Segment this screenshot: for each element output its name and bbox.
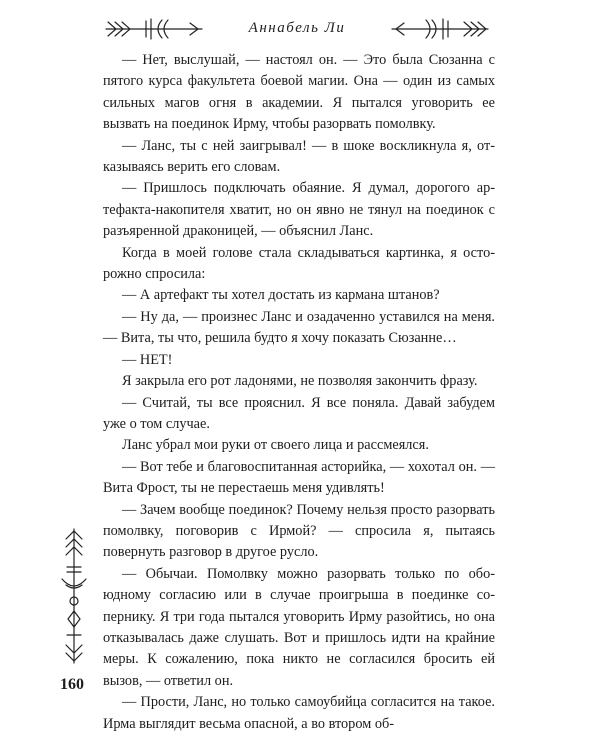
- paragraph: — Пришлось подключать обаяние. Я думал, дорогого артефакта-накопителя хватит, но он явно не тянул на поединок с разъяренной драконицей, — объяснил Ланс.: [103, 180, 495, 240]
- paragraph: — Нет, выслушай, — настоял он. — Это была Сюзанна с пятого курса факультета боевой магии. Она — один из самых сильных магов огня в академии. Я пытался уговорить ее вызвать на поединок Ирму, чтобы разорвать помолвку.: [103, 52, 495, 133]
- paragraph: — Ну да, — произнес Ланс и озадаченно уставился на меня. — Вита, ты что, решила будто я хочу показать Сюзанне…: [103, 308, 495, 347]
- paragraph: — А артефакт ты хотел достать из кармана штанов?: [122, 287, 440, 304]
- paragraph: Ланс убрал мои руки от своего лица и рассмеялся.: [122, 437, 429, 454]
- page-body-text: [103, 50, 495, 735]
- right-arrow-ornament-icon: [390, 14, 490, 44]
- side-arrow-moon-ornament-icon: [56, 527, 92, 665]
- page-number: 160: [60, 676, 84, 693]
- paragraph: — НЕТ!: [122, 351, 173, 368]
- paragraph: — Ланс, ты с ней заигрывал! — в шоке воскликнула я, отказываясь верить его словам.: [103, 137, 495, 176]
- running-header: [104, 14, 490, 44]
- paragraph: Когда в моей голове стала складываться картинка, я осторожно спросила:: [103, 244, 495, 283]
- paragraph: — Считай, ты все прояснил. Я все поняла. Давай забудем уже о том случае.: [103, 394, 495, 432]
- paragraph: — Зачем вообще поединок? Почему нельзя просто разорвать помолвку, поговорив с Ирмой? — спросила я, пытаясь повернуть разговор в другое русло.: [103, 501, 495, 561]
- paragraph: — Обычаи. Помолвку можно разорвать только по обоюдному согласию или в случае проигрыша в поединке сопернику. Я три года пытался уговорить Ирму разойтись, но она отказывалась даже слушать. Вот и пришлось идти на крайние меры. К сожалению, пока никто не согласился бросить ей вызов, — ответил он.: [103, 565, 495, 689]
- paragraph: — Прости, Ланс, но только самоубийца согласится на такое. Ирма выглядит весьма опасной, а во втором об-: [103, 694, 495, 732]
- book-author-title: Аннабель Ли: [248, 20, 346, 36]
- paragraph: Я закрыла его рот ладонями, не позволяя закончить фразу.: [122, 373, 478, 390]
- paragraph: — Вот тебе и благовоспитанная асторийка, — хохотал он. — Вита Фрост, ты не перестаешь меня удивлять!: [103, 458, 495, 497]
